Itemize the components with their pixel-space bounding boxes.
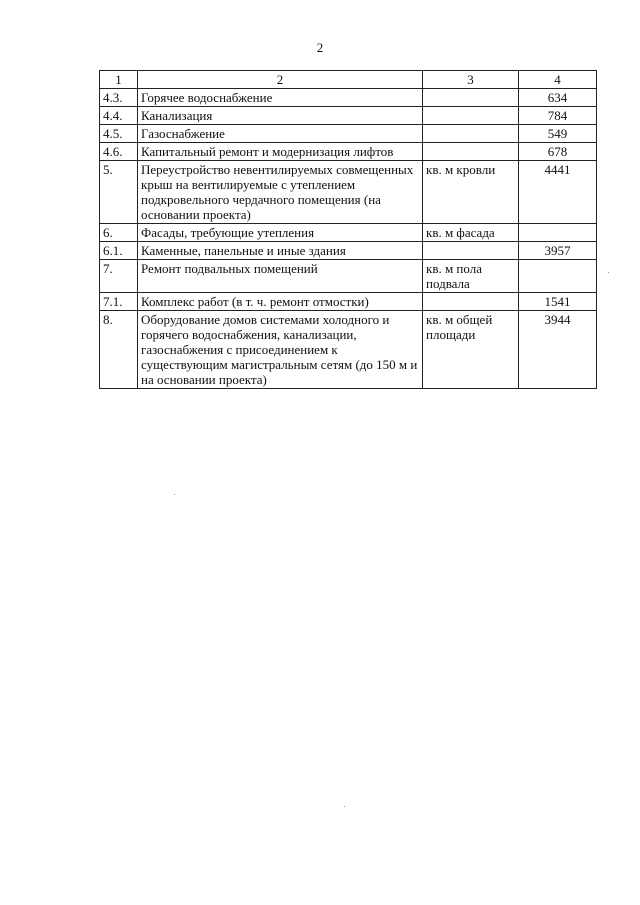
row-name-cell: Оборудование домов системами холодного и горячего водоснабжения, канализации, газоснабжения с присоединением к существующим магистральным сетям (до 150 м и на основании проекта) <box>138 311 423 389</box>
scan-speck <box>608 272 609 273</box>
table-row <box>100 311 597 389</box>
row-name-cell: Каменные, панельные и иные здания <box>138 242 423 260</box>
row-unit-cell <box>423 242 519 260</box>
row-unit-cell: кв. м пола подвала <box>423 260 519 293</box>
row-name-cell: Канализация <box>138 107 423 125</box>
row-value-cell: 4441 <box>519 161 597 224</box>
header-col-2: 2 <box>138 71 423 89</box>
table-row <box>100 224 597 242</box>
table-row <box>100 125 597 143</box>
scan-speck <box>174 494 175 495</box>
row-value-cell: 3957 <box>519 242 597 260</box>
row-number-cell: 5. <box>100 161 138 224</box>
row-name-cell: Комплекс работ (в т. ч. ремонт отмостки) <box>138 293 423 311</box>
row-value-cell <box>519 260 597 293</box>
table-row <box>100 260 597 293</box>
table-header-row <box>100 71 597 89</box>
table-body <box>100 89 597 389</box>
row-unit-cell <box>423 125 519 143</box>
scan-speck <box>344 806 345 807</box>
row-value-cell <box>519 224 597 242</box>
row-name-cell: Капитальный ремонт и модернизация лифтов <box>138 143 423 161</box>
row-number-cell: 6. <box>100 224 138 242</box>
row-number-cell: 7. <box>100 260 138 293</box>
works-table <box>99 70 597 389</box>
row-unit-cell <box>423 89 519 107</box>
row-number-cell: 7.1. <box>100 293 138 311</box>
row-unit-cell <box>423 143 519 161</box>
table-row <box>100 89 597 107</box>
row-name-cell: Горячее водоснабжение <box>138 89 423 107</box>
row-number-cell: 4.3. <box>100 89 138 107</box>
row-name-cell: Ремонт подвальных помещений <box>138 260 423 293</box>
table-row <box>100 242 597 260</box>
page-number: 2 <box>316 40 324 55</box>
row-number-cell: 4.5. <box>100 125 138 143</box>
row-number-cell: 6.1. <box>100 242 138 260</box>
row-name-cell: Переустройство невентилируемых совмещенных крыш на вентилируемые с утеплением подкровельного чердачного помещения (на основании проекта) <box>138 161 423 224</box>
row-unit-cell: кв. м кровли <box>423 161 519 224</box>
table-row <box>100 143 597 161</box>
row-value-cell: 784 <box>519 107 597 125</box>
row-number-cell: 8. <box>100 311 138 389</box>
table-row <box>100 107 597 125</box>
row-value-cell: 678 <box>519 143 597 161</box>
header-col-3: 3 <box>423 71 519 89</box>
row-value-cell: 1541 <box>519 293 597 311</box>
row-number-cell: 4.6. <box>100 143 138 161</box>
row-unit-cell: кв. м фасада <box>423 224 519 242</box>
row-name-cell: Фасады, требующие утепления <box>138 224 423 242</box>
header-col-4: 4 <box>519 71 597 89</box>
row-unit-cell <box>423 107 519 125</box>
row-unit-cell <box>423 293 519 311</box>
header-col-1: 1 <box>100 71 138 89</box>
row-unit-cell: кв. м общей площади <box>423 311 519 389</box>
row-value-cell: 634 <box>519 89 597 107</box>
row-name-cell: Газоснабжение <box>138 125 423 143</box>
table-row <box>100 161 597 224</box>
row-value-cell: 3944 <box>519 311 597 389</box>
row-number-cell: 4.4. <box>100 107 138 125</box>
row-value-cell: 549 <box>519 125 597 143</box>
table-row <box>100 293 597 311</box>
